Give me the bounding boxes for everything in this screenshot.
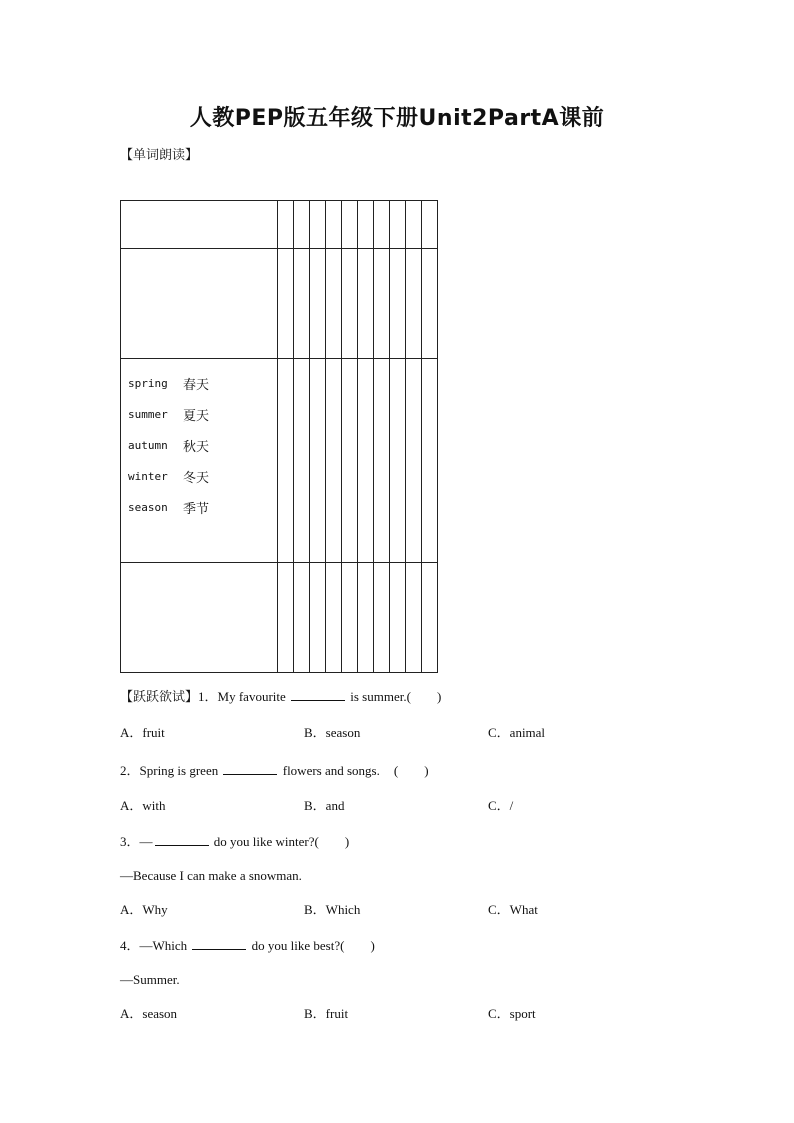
question-1 [120, 686, 441, 705]
table-cell [121, 249, 278, 359]
question-3-response: —Because I can make a snowman. [120, 868, 302, 883]
answer-paren: ( ) [340, 938, 375, 953]
option-b[interactable]: B．and [304, 798, 345, 813]
answer-blank[interactable] [192, 938, 246, 950]
option-a[interactable]: A．with [120, 798, 166, 813]
question-number: 1． [198, 689, 218, 704]
word-item [121, 492, 277, 523]
answer-paren: ( ) [314, 834, 350, 849]
option-a[interactable]: A．fruit [120, 725, 165, 740]
table-row [121, 359, 438, 563]
option-c[interactable]: C．What [488, 902, 538, 917]
option-b[interactable]: B．fruit [304, 1006, 349, 1021]
word-english: summer [128, 408, 168, 421]
question-text-before: My favourite [217, 689, 290, 704]
exercise-tag: 【跃跃欲试】 [120, 690, 199, 705]
answer-paren: ( ) [406, 689, 442, 704]
table-row [121, 201, 438, 249]
option-a[interactable]: A．Why [120, 902, 168, 917]
question-text-before: —Which [139, 938, 191, 953]
word-english: autumn [128, 439, 168, 452]
word-item [121, 430, 277, 461]
question-4-response: —Summer. [120, 972, 180, 987]
option-a[interactable]: A．season [120, 1006, 178, 1021]
table-cell [121, 563, 278, 673]
question-number: 4． [120, 938, 140, 953]
question-text-after: flowers and songs. [279, 763, 380, 778]
question-2 [120, 760, 429, 779]
option-b[interactable]: B．season [304, 725, 361, 740]
answer-paren: ( ) [393, 763, 429, 778]
question-text-after: is summer. [347, 689, 407, 704]
word-english: season [128, 501, 168, 514]
word-chinese: 夏天 [183, 409, 210, 424]
question-text-before: — [139, 834, 153, 849]
table-row [121, 563, 438, 673]
word-english: winter [128, 470, 168, 483]
option-c[interactable]: C．/ [488, 798, 514, 813]
answer-blank[interactable] [291, 689, 345, 701]
word-item [121, 461, 277, 492]
question-4 [120, 935, 375, 954]
answer-blank[interactable] [155, 834, 209, 846]
option-c[interactable]: C．sport [488, 1006, 536, 1021]
word-chinese: 季节 [183, 502, 210, 517]
question-number: 2． [120, 763, 140, 778]
word-item [121, 368, 277, 399]
word-chinese: 冬天 [183, 471, 210, 486]
word-reading-table [120, 200, 438, 673]
word-english: spring [128, 377, 168, 390]
option-b[interactable]: B．Which [304, 902, 361, 917]
question-3 [120, 831, 349, 850]
table-cell [121, 201, 278, 249]
page-title: 人教PEP版五年级下册Unit2PartA课前 [189, 106, 605, 131]
question-text-after: do you like winter? [210, 834, 315, 849]
word-item [121, 399, 277, 430]
section-label-word-reading: 【单词朗读】 [120, 148, 199, 163]
question-text-before: Spring is green [139, 763, 222, 778]
word-list-cell [121, 359, 278, 563]
word-chinese: 秋天 [183, 440, 210, 455]
table-row [121, 249, 438, 359]
question-text-after: do you like best? [248, 938, 341, 953]
option-c[interactable]: C．animal [488, 725, 546, 740]
word-chinese: 春天 [183, 378, 210, 393]
question-number: 3． [120, 834, 140, 849]
answer-blank[interactable] [223, 763, 277, 775]
